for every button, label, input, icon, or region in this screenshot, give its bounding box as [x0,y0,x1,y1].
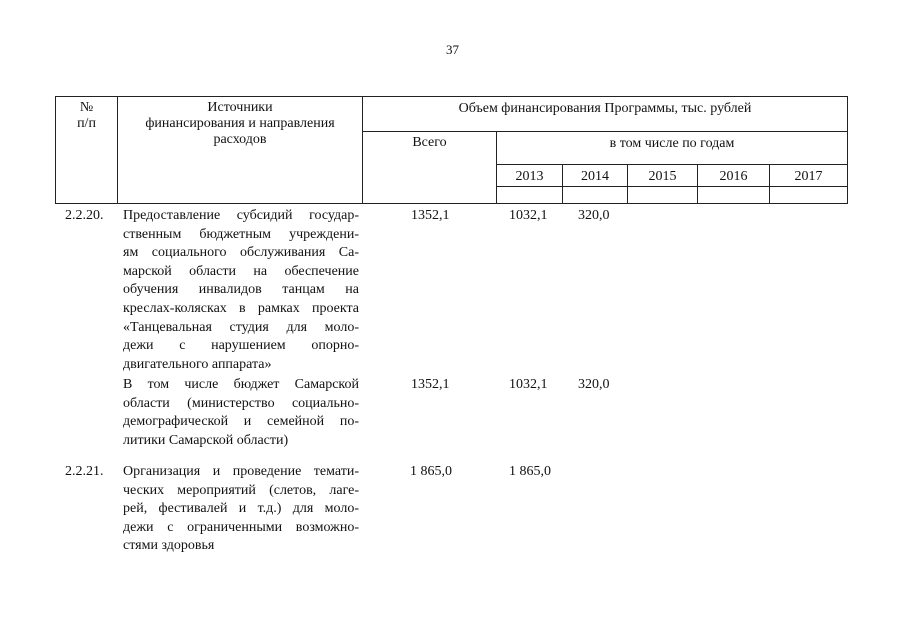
row-value-2014: 320,0 [578,377,610,392]
row-number: 2.2.21. [65,464,104,479]
row-description [123,376,359,450]
description-line: рей, фестивалей и т.д.) для моло- [123,501,359,517]
description-line: стями здоровья [123,538,215,554]
header-year-2015: 2015 [648,169,677,184]
description-line: обучения инвалидов танцам на [123,282,359,298]
header-line-volume [362,131,848,132]
description-line: демографической и семейной по- [123,414,359,430]
header-line-years [496,164,848,165]
description-line: креслах-колясках в рамках проекта [123,300,359,316]
row-total: 1352,1 [411,208,450,223]
page-number: 37 [446,42,459,57]
row-total: 1352,1 [411,377,450,392]
row-description [123,463,359,556]
row-value-2013: 1032,1 [509,377,548,392]
description-line: области (министерство социально- [123,395,359,411]
row-value-2013: 1032,1 [509,208,548,223]
description-line: двигательного аппарата» [123,356,272,372]
description-line: ческих мероприятий (слетов, лаге- [123,482,359,498]
header-line-year-cells [496,186,848,187]
description-line: дежи с ограниченными возможно- [123,519,359,535]
row-description [123,207,359,374]
header-source: Источники финансирования и направления расходов [145,100,335,147]
description-line: В том числе бюджет Самарской [123,377,359,392]
description-line: дежи с нарушением опорно- [123,338,359,354]
header-by-years: в том числе по годам [609,136,735,151]
description-line: Организация и проведение темати- [123,464,359,479]
row-total: 1 865,0 [410,464,452,479]
header-right-border [847,96,848,204]
description-line: ственным бюджетным учреждени- [123,226,359,242]
header-volume: Объем финансирования Программы, тыс. рублей [458,101,752,116]
row-value-2014: 320,0 [578,208,610,223]
header-total: Всего [412,135,447,150]
row-value-2013: 1 865,0 [509,464,551,479]
header-year-2014: 2014 [581,169,609,184]
description-line: марской области на обеспечение [123,263,359,279]
header-year-2017: 2017 [794,169,823,184]
row-number: 2.2.20. [65,208,104,223]
description-line: «Танцевальная студия для моло- [123,319,359,335]
header-num: № п/п [77,100,96,131]
description-line: литики Самарской области) [123,432,289,448]
header-year-2013: 2013 [515,169,544,184]
header-year-2016: 2016 [719,169,748,184]
header-top-border [55,96,848,97]
description-line: ям социального обслуживания Са- [123,245,359,261]
description-line: Предоставление субсидий государ- [123,208,359,223]
header-bottom-border [55,203,848,204]
